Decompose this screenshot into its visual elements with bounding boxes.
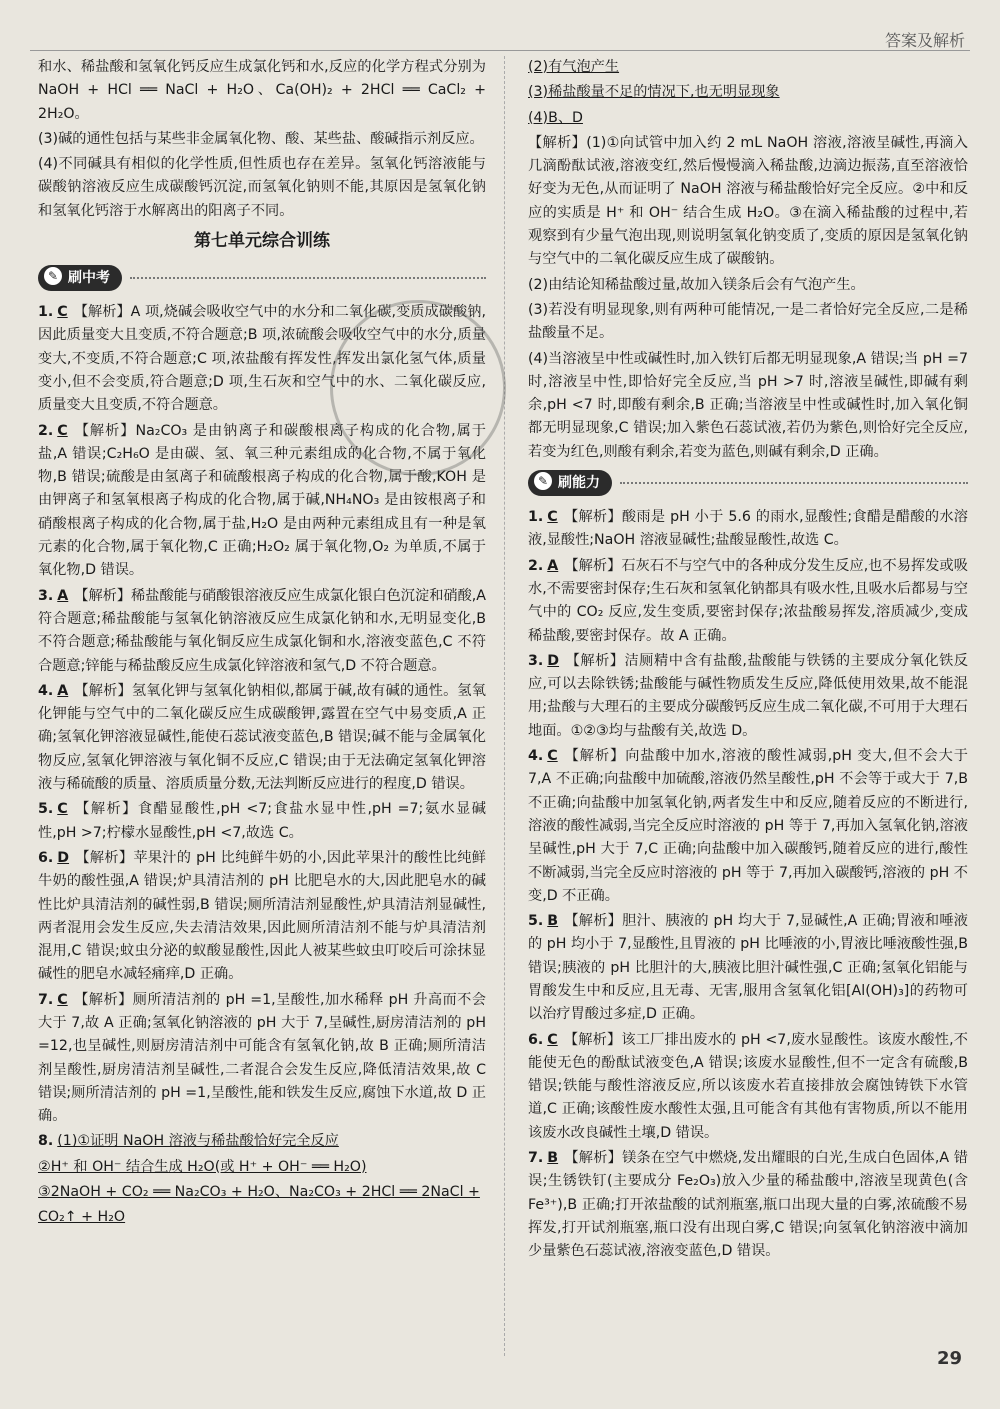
column-divider [504, 56, 505, 1356]
item-number: 4. [528, 748, 544, 765]
item-answer: B [547, 1150, 559, 1167]
item-answer: B [547, 913, 559, 930]
item-number: 4. [38, 682, 54, 699]
item-answer: D [57, 849, 70, 866]
item-number: 6. [38, 849, 54, 866]
item-answer: C [57, 991, 68, 1008]
left-column [38, 56, 486, 1232]
item8-line [38, 1206, 486, 1229]
item8-line [38, 1156, 486, 1179]
item8-continued [528, 56, 968, 79]
item8-continued [528, 81, 968, 104]
pen-icon: ✎ [44, 267, 62, 285]
item-answer: C [547, 1031, 558, 1048]
answer-item [528, 555, 968, 648]
tag-label: 刷中考 [68, 270, 110, 287]
answer-item [528, 910, 968, 1026]
item8-analysis: 【解析】(1)①向试管中加入约 2 mL NaOH 溶液,溶液呈碱性,再滴入几滴酚酞试液,溶液变红,然后慢慢滴入稀盐酸,边滴边振荡,直至溶液恰好变为无色,从而证明了 NaOH 溶液与稀盐酸恰好完全反应。②中和反应的实质是 H⁺ 和 OH⁻ 结合生成 H₂O。③在滴入稀盐酸的过程中,若观察到有少量气泡出现,则说明氢氧化钠变质了,变质的原因是氢氧化钠与空气中的二氧化碳反应生成了碳酸钠。 [528, 134, 968, 268]
item8-analysis: (3)若没有明显现象,则有两种可能情况,一是二者恰好完全反应,二是稀盐酸量不足。 [528, 301, 968, 342]
item-explanation: 【解析】镁条在空气中燃烧,发出耀眼的白光,生成白色固体,A 错误;生锈铁钉(主要成分 Fe₂O₃)放入少量的稀盐酸中,溶液呈现黄色(含 Fe³⁺),B 正确;打开浓盐酸的试剂瓶塞,瓶口出现大量的白雾,浓硫酸不易挥发,打开试剂瓶塞,瓶口没有出现白雾,C 错误;向氢氧化钠溶液中滴加少量紫色石蕊试液,溶液变蓝色,D 错误。 [528, 1150, 968, 1260]
item8-text: (3)稀盐酸量不足的情况下,也无明显现象 [528, 84, 780, 101]
item8-analysis: (4)当溶液呈中性或碱性时,加入铁钉后都无明显现象,A 错误;当 pH =7 时,溶液呈中性,即恰好完全反应,当 pH >7 时,溶液呈碱性,即碱有剩余,pH <7 时,即酸有剩余,B 正确;当溶液呈中性或碱性时,加入氧化铜都无明显现象,C 错误;加入紫色石蕊试液,若仍为紫色,则恰好完全反应,若变为红色,则酸有剩余,若变为蓝色,则碱有剩余,D 正确。 [528, 350, 968, 460]
answer-item [528, 1147, 968, 1263]
page-number: 29 [936, 1348, 962, 1369]
answer-item [38, 847, 486, 987]
pen-icon: ✎ [534, 472, 552, 490]
answer-item [528, 745, 968, 908]
item-explanation: 【解析】酸雨是 pH 小于 5.6 的雨水,显酸性;食醋是醋酸的水溶液,显酸性;NaOH 溶液显碱性;盐酸显酸性,故选 C。 [528, 509, 968, 549]
item8-analysis: (2)由结论知稀盐酸过量,故加入镁条后会有气泡产生。 [528, 276, 865, 293]
item-explanation: 【解析】Na₂CO₃ 是由钠离子和碳酸根离子构成的化合物,属于盐,A 错误;C₂H₆O 是由碳、氢、氧三种元素组成的化合物,不属于氧化物,B 错误;硫酸是由氢离子和硫酸根离子构成的化合物,属于酸,KOH 是由钾离子和氢氧根离子构成的化合物,属于碱,NH₄NO₃ 是由铵根离子和硝酸根离子构成的化合物,属于盐,H₂O 是由两种元素组成且有一种是氧元素的化合物,属于氧化物,C 正确;H₂O₂ 属于氧化物,O₂ 为单质,不属于氧化物,D 错误。 [38, 422, 486, 579]
item-answer: C [547, 748, 558, 765]
item8-continued [528, 107, 968, 130]
item8-text: ②H⁺ 和 OH⁻ 结合生成 H₂O(或 H⁺ + OH⁻ ══ H₂O) [38, 1158, 367, 1175]
answer-item [38, 585, 486, 678]
item-explanation: 【解析】A 项,烧碱会吸收空气中的水分和二氧化碳,变质成碳酸钠,因此质量变大且变质,不符合题意;B 项,浓硫酸会吸收空气中的水分,质量变大,不变质,不符合题意;C 项,浓盐酸有挥发性,挥发出氯化氢气体,质量变小,但不会变质,符合题意;D 项,生石灰和空气中的水、二氧化碳反应,质量变大且变质,不符合题意。 [38, 304, 486, 414]
item-explanation: 【解析】石灰石不与空气中的各种成分发生反应,也不易挥发或吸水,不需要密封保存;生石灰和氢氧化钠都具有吸水性,且吸水后都易与空气中的 CO₂ 反应,发生变质,要密封保存;浓盐酸易挥发,溶质减少,变成稀盐酸,要密封保存。故 A 正确。 [528, 557, 968, 644]
item8-text: CO₂↑ + H₂O [38, 1209, 126, 1226]
item-number: 3. [528, 652, 544, 669]
item-answer: A [57, 682, 69, 699]
intro-paragraph: (3)碱的通性包括与某些非金属氧化物、酸、某些盐、酸碱指示剂反应。 [38, 130, 484, 147]
item-explanation: 【解析】该工厂排出废水的 pH <7,废水显酸性。该废水酸性,不能使无色的酚酞试液变色,A 错误;该废水显酸性,但不一定含有硫酸,B 错误;铁能与酸性溶液反应,所以该废水若直接排放会腐蚀铸铁下水管道,C 正确;该酸性废水酸性太强,且可能含有其他有害物质,所以不能用该废水改良碱性土壤,D 错误。 [528, 1031, 968, 1141]
item-answer: C [57, 422, 68, 439]
item-explanation: 【解析】胆汁、胰液的 pH 均大于 7,显碱性,A 正确;胃液和唾液的 pH 均小于 7,显酸性,且胃液的 pH 比唾液的小,胃液比唾液酸性强,B 错误;胰液的 pH 比胆汁的大,胰液比胆汁碱性强,C 正确;氢氧化铝能与胃酸发生中和反应,且无毒、无害,服用含氢氧化铝[Al(OH)₃]的药物可以治疗胃酸过多症,D 正确。 [528, 913, 968, 1023]
item-number: 7. [528, 1150, 544, 1167]
item-answer: C [547, 509, 558, 526]
item-answer: C [57, 801, 68, 818]
item-number: 8. [38, 1133, 54, 1150]
item-explanation: 【解析】稀盐酸能与硝酸银溶液反应生成氯化银白色沉淀和硝酸,A 符合题意;稀盐酸能与氢氧化钠溶液反应生成氯化钠和水,无明显变化,B 不符合题意;稀盐酸能与氧化铜反应生成氯化铜和水,溶液变蓝色,C 不符合题意;锌能与稀盐酸反应生成氯化锌溶液和氢气,D 不符合题意。 [38, 587, 486, 674]
item-number: 3. [38, 587, 54, 604]
item8-line: (1)①证明 NaOH 溶液与稀盐酸恰好完全反应 [57, 1133, 339, 1150]
answer-item-8 [38, 1130, 486, 1153]
intro-paragraph: 和水、稀盐酸和氢氧化钙反应生成氯化钙和水,反应的化学方程式分别为 NaOH + HCl ══ NaCl + H₂O、Ca(OH)₂ + 2HCl ══ CaCl₂ + 2H₂O。 [38, 59, 486, 122]
item8-text: (4)B、D [528, 109, 583, 126]
answer-item [528, 1029, 968, 1145]
section-tag-nengli [528, 468, 968, 498]
item-explanation: 【解析】厕所清洁剂的 pH =1,呈酸性,加水稀释 pH 升高而不会大于 7,故 A 正确;氢氧化钠溶液的 pH 大于 7,呈碱性,厨房清洁剂的 pH =12,也呈碱性,则厨房清洁剂中可能含有氢氧化钠,故 B 正确;厕所清洁剂呈酸性,厨房清洁剂呈碱性,二者混合会发生反应,降低清洁效果,故 C 错误;厕所清洁剂的 pH =1,呈酸性,能和铁发生反应,腐蚀下水道,故 D 正确。 [38, 991, 486, 1125]
header-label: 答案及解析 [884, 31, 965, 50]
header-rule [30, 50, 970, 51]
item-answer: C [57, 304, 68, 321]
answer-item [38, 989, 486, 1129]
item8-line [38, 1181, 486, 1204]
item-explanation: 【解析】氢氧化钾与氢氧化钠相似,都属于碱,故有碱的通性。氢氧化钾能与空气中的二氧化碳反应生成碳酸钾,露置在空气中易变质,A 正确;氢氧化钾溶液显碱性,能使石蕊试液变蓝色,B 错误;碱不能与金属氧化物反应,氢氧化钾溶液与氧化铜不反应,C 错误;由于无法确定氢氧化钾溶液与稀硫酸的质量、溶质质量分数,无法判断反应进行的程度,D 错误。 [38, 682, 486, 793]
tag-badge [38, 265, 122, 291]
item-number: 1. [528, 509, 544, 526]
item-answer: A [547, 557, 559, 574]
item-explanation: 【解析】苹果汁的 pH 比纯鲜牛奶的小,因此苹果汁的酸性比纯鲜牛奶的酸性强,A 错误;炉具清洁剂的 pH 比肥皂水的大,因此肥皂水的碱性比炉具清洁剂的碱性弱,B 错误;厕所清洁剂显酸性,炉具清洁剂显碱性,两者混用会发生反应,失去清洁效果,因此厕所清洁剂不能与炉具清洁剂混用,C 错误;蚊虫分泌的蚁酸显酸性,因此人被某些蚊虫叮咬后可涂抹显碱性的肥皂水减轻痛痒,D 正确。 [38, 849, 486, 983]
item8-text: ③2NaOH + CO₂ ══ Na₂CO₃ + H₂O、Na₂CO₃ + 2HCl ══ 2NaCl + [38, 1184, 480, 1201]
intro-paragraph: (4)不同碱具有相似的化学性质,但性质也存在差异。氢氧化钙溶液能与碳酸钠溶液反应生成碳酸钙沉淀,而氢氧化钠则不能,其原因是氢氧化钠和氢氧化钙溶于水解离出的阳离子不同。 [38, 156, 486, 219]
item-explanation: 【解析】向盐酸中加水,溶液的酸性减弱,pH 变大,但不会大于 7,A 不正确;向盐酸中加硫酸,溶液仍然呈酸性,pH 不会等于或大于 7,B 不正确;向盐酸中加氢氧化钠,两者发生中和反应,随着反应的不断进行,溶液的酸性减弱,当完全反应时溶液的 pH 等于 7,再加入氢氧化钠,溶液呈碱性,pH 大于 7,C 正确;向盐酸中加入碳酸钙,随着反应的进行,酸性不断减弱,当完全反应时溶液的 pH 等于 7,再加入碳酸钙,溶液的 pH 不变,D 不正确。 [528, 748, 968, 904]
item8-text: (2)有气泡产生 [528, 59, 620, 75]
item-number: 2. [528, 557, 544, 574]
item-number: 5. [528, 913, 544, 930]
item-number: 5. [38, 801, 54, 818]
item-number: 7. [38, 991, 54, 1008]
item-explanation: 【解析】洁厕精中含有盐酸,盐酸能与铁锈的主要成分氧化铁反应,可以去除铁锈;盐酸能与碱性物质发生反应,降低使用效果,故不能混用;盐酸与大理石的主要成分碳酸钙反应生成二氧化碳,不可用于大理石地面。①②③均与盐酸有关,故选 D。 [528, 652, 968, 739]
right-column [528, 56, 968, 1266]
item-explanation: 【解析】食醋显酸性,pH <7;食盐水显中性,pH =7;氨水显碱性,pH >7;柠檬水显酸性,pH <7,故选 C。 [38, 801, 486, 841]
section-tag-zhongkao [38, 263, 486, 293]
tag-badge [528, 470, 612, 496]
answer-item [38, 680, 486, 796]
answer-item [38, 798, 486, 845]
item-number: 6. [528, 1031, 544, 1048]
section-title: 第七单元综合训练 [194, 231, 330, 252]
item-number: 2. [38, 422, 54, 439]
item-number: 1. [38, 304, 54, 321]
answer-item [528, 650, 968, 743]
tag-label: 刷能力 [558, 475, 600, 492]
item-answer: D [547, 652, 560, 669]
item-answer: A [57, 587, 69, 604]
answer-item [528, 506, 968, 553]
tag-rule [130, 277, 486, 279]
tag-rule [620, 482, 968, 484]
